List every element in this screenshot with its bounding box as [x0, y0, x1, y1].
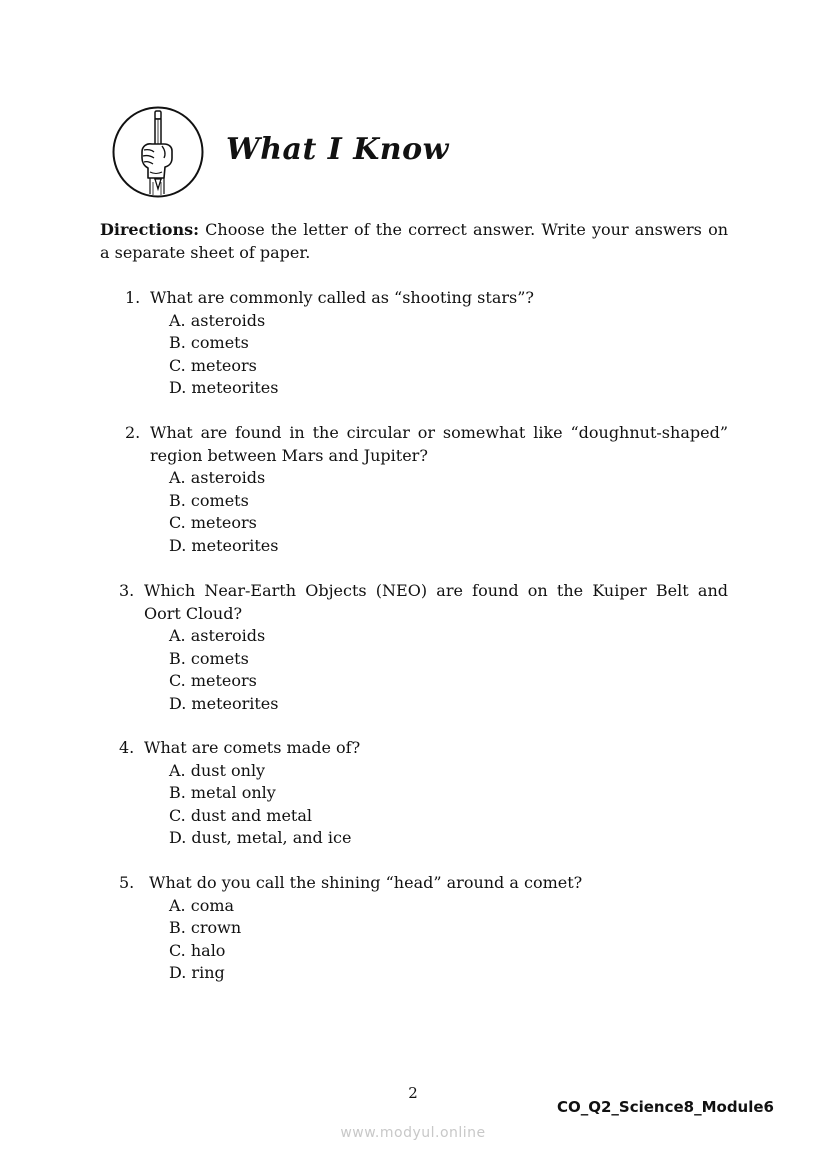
directions-label: Directions:: [100, 220, 199, 239]
option-a: A. asteroids: [169, 310, 266, 330]
option-a: A. coma: [169, 895, 235, 915]
option-a: A. dust only: [169, 760, 266, 780]
question-1: [125, 287, 728, 400]
option-d: D. ring: [169, 963, 225, 982]
answer-options: [169, 625, 728, 715]
question-number: 3.: [119, 581, 135, 600]
question-number: 5.: [119, 873, 135, 892]
section-title: What I Know: [226, 132, 449, 167]
directions-text: Choose the letter of the correct answer. Write your answers on a separate sheet of paper.: [100, 220, 728, 262]
question-5: [119, 872, 728, 985]
option-d: D. meteorites: [169, 378, 279, 397]
question-4: [119, 737, 728, 850]
module-code: CO_Q2_Science8_Module6: [556, 1098, 774, 1116]
option-c: C. halo: [169, 940, 226, 960]
question-number: 4.: [119, 738, 135, 757]
question-text: Which Near-Earth Objects (NEO) are found on the Kuiper Belt and Oort Cloud?: [144, 581, 728, 623]
option-c: C. meteors: [169, 513, 257, 532]
option-b: B. comets: [169, 490, 249, 510]
question-text: What do you call the shining “head” around a comet?: [149, 873, 583, 892]
question-text: What are commonly called as “shooting stars”?: [150, 288, 534, 307]
question-text: What are found in the circular or somewhat like “doughnut-shaped” region between Mars and Jupiter?: [150, 423, 728, 465]
option-b: B. crown: [169, 918, 242, 937]
question-3: [119, 580, 728, 715]
option-d: D. meteorites: [169, 693, 279, 713]
option-c: C. dust and metal: [169, 805, 313, 825]
question-2: [125, 422, 728, 557]
option-b: B. metal only: [169, 783, 276, 802]
option-c: C. meteors: [169, 671, 257, 690]
option-a: A. asteroids: [169, 626, 266, 645]
hand-holding-pencil-icon: [112, 106, 204, 198]
option-d: D. meteorites: [169, 535, 279, 555]
option-b: B. comets: [169, 333, 249, 352]
directions-paragraph: [100, 219, 728, 264]
option-b: B. comets: [169, 648, 249, 668]
option-d: D. dust, metal, and ice: [169, 828, 352, 847]
question-number: 2.: [125, 423, 141, 442]
answer-options: [169, 467, 728, 557]
watermark: www.modyul.online: [340, 1125, 486, 1141]
page-number: 2: [408, 1084, 418, 1102]
answer-options: [169, 310, 728, 400]
option-a: A. asteroids: [169, 468, 266, 487]
answer-options: [169, 895, 728, 985]
answer-options: [169, 760, 728, 850]
question-number: 1.: [125, 288, 141, 307]
option-c: C. meteors: [169, 355, 257, 375]
question-text: What are comets made of?: [144, 738, 361, 757]
